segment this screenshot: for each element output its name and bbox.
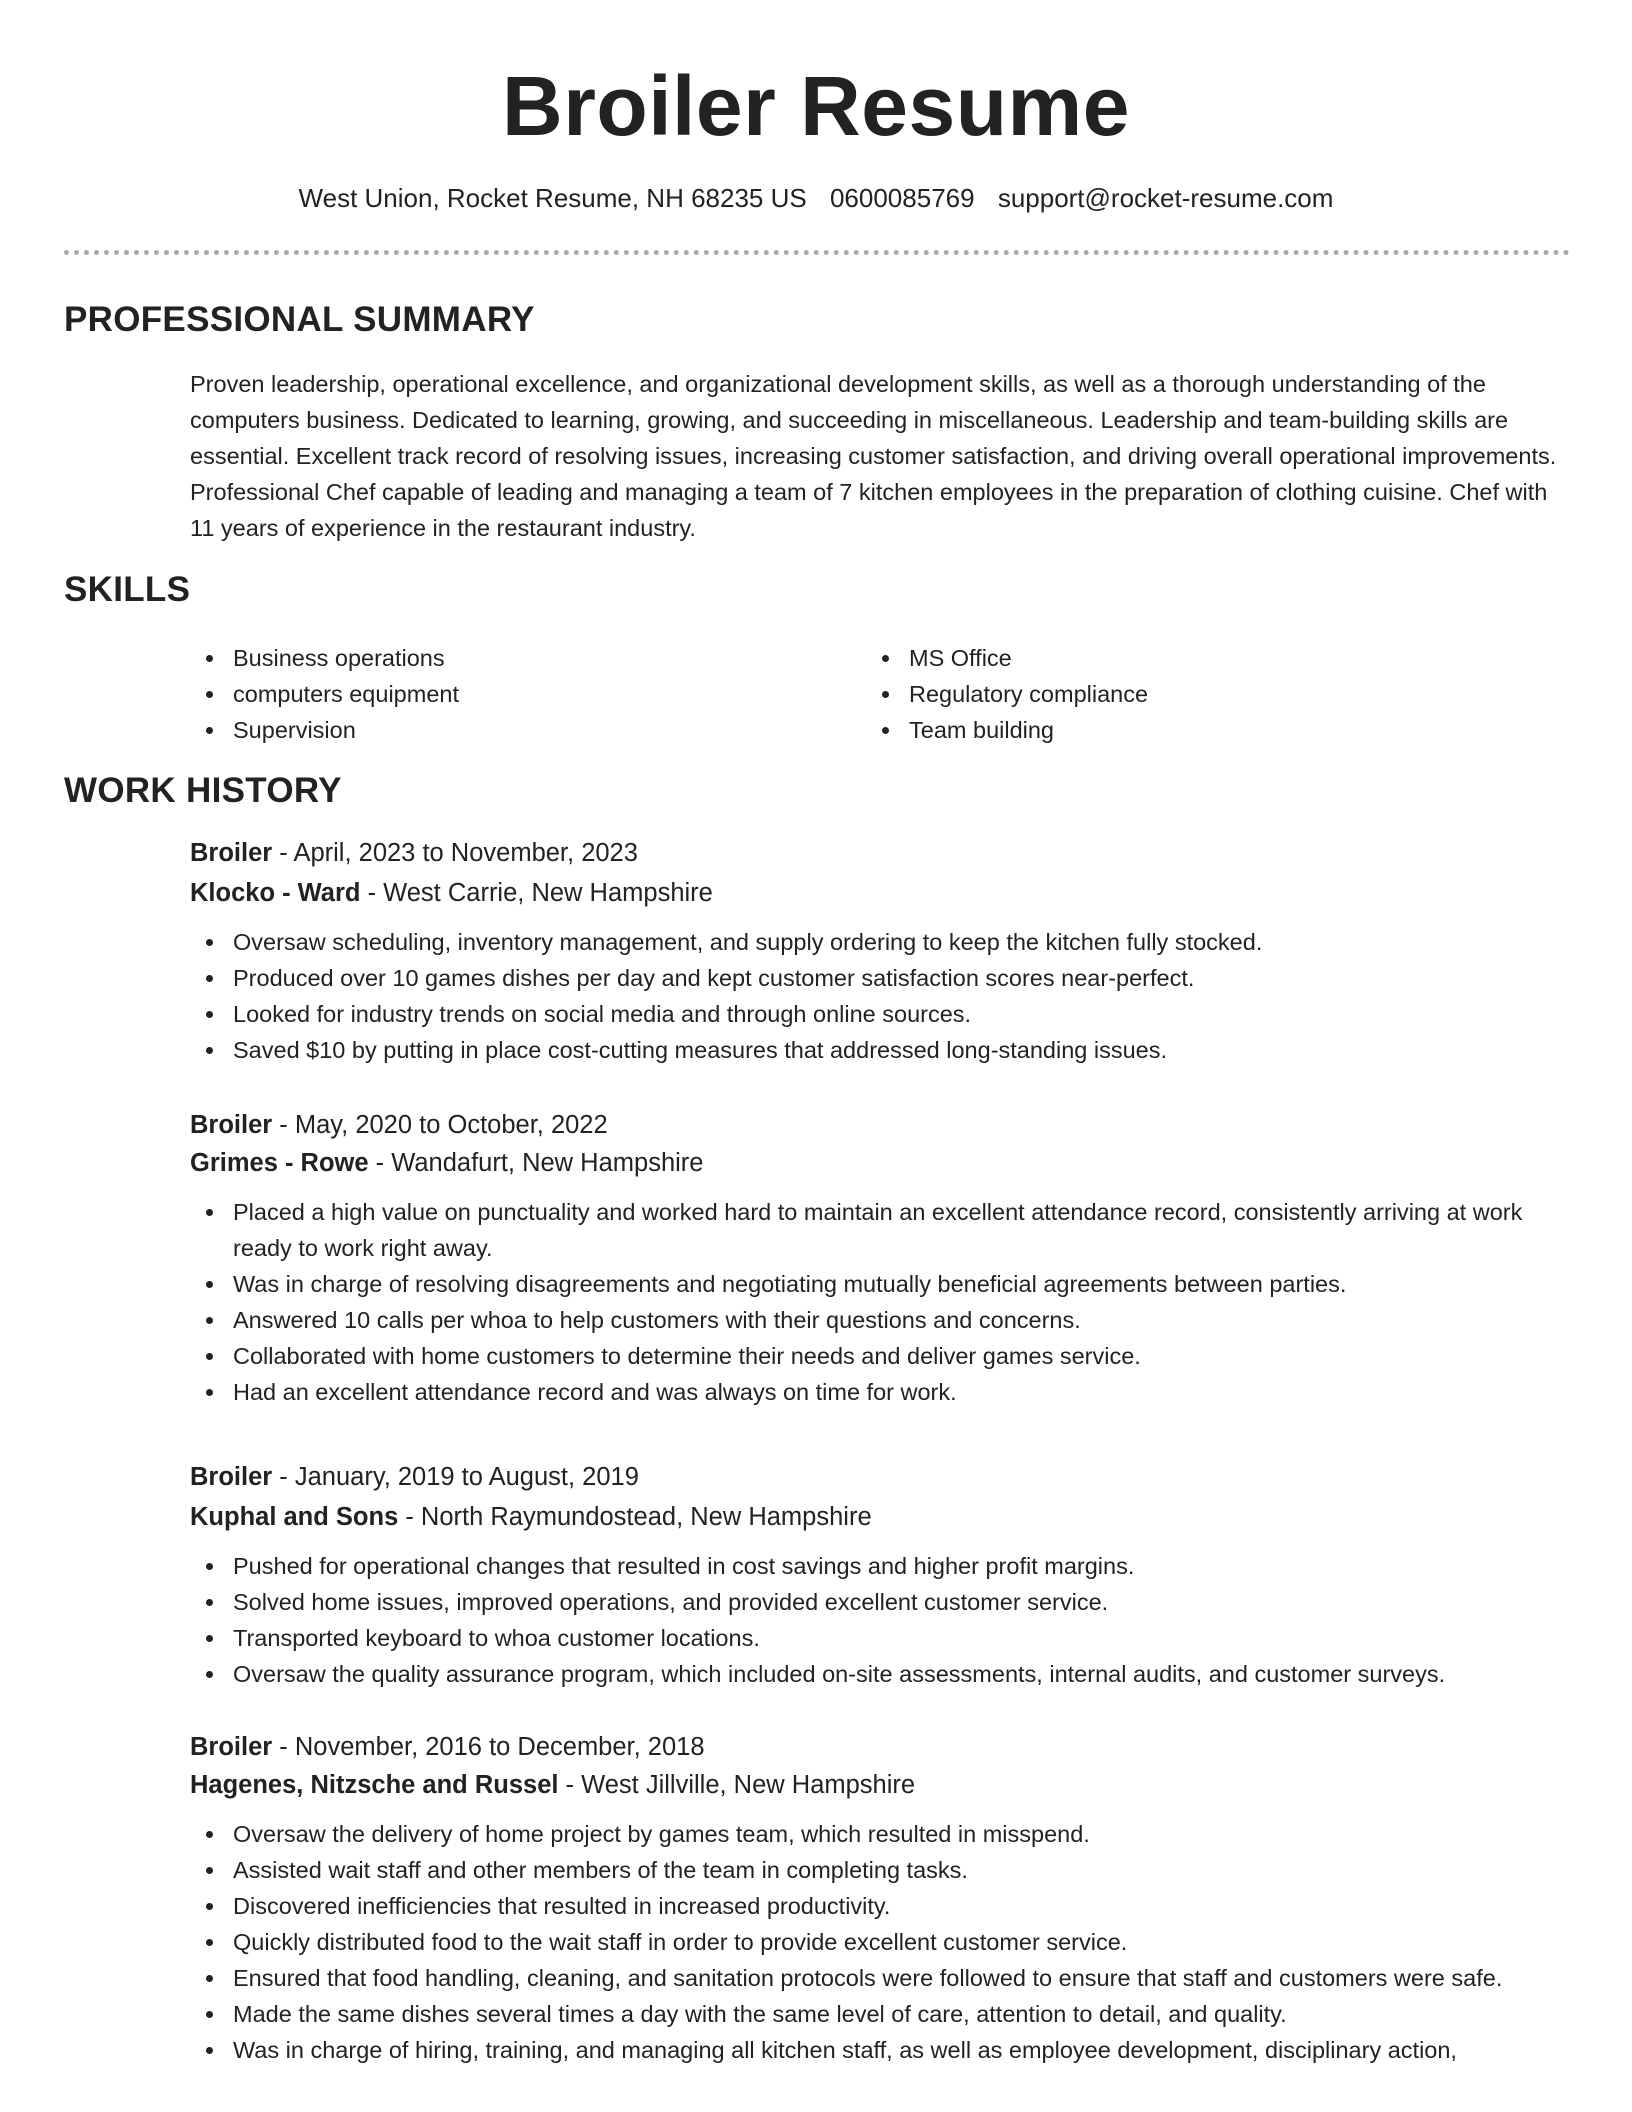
job-company-line — [190, 1144, 1570, 1182]
job-entry — [190, 1458, 1570, 1692]
job-title: Broiler — [190, 839, 273, 867]
job-location: - West Jillville, New Hampshire — [558, 1771, 916, 1799]
skill-item: Supervision — [190, 712, 810, 748]
job-bullet: Assisted wait staff and other members of the team in completing tasks. — [190, 1852, 1570, 1888]
skills-list-right — [866, 640, 1566, 748]
summary-text: Proven leadership, operational excellence, and organizational development skills, as well as a thorough understanding of the computers business. Dedicated to learning, growing, and succeeding in miscellaneous. Leadership and team-building skills are essential. Excellent track record of resolving issues, increasing customer satisfaction, and driving overall operational improvements. Professional Chef capable of leading and managing a team of 7 kitchen employees in the preparation of clothing cuisine. Chef with 11 years of experience in the restaurant industry. — [190, 371, 1557, 541]
job-bullet: Discovered inefficiencies that resulted in increased productivity. — [190, 1888, 1570, 1924]
job-title-line — [190, 1106, 1570, 1144]
resume-title: Broiler Resume — [502, 59, 1130, 153]
contact-email: support@rocket-resume.com — [997, 183, 1334, 213]
job-bullet: Was in charge of resolving disagreements and negotiating mutually beneficial agreements between parties. — [190, 1266, 1570, 1302]
job-bullet: Saved $10 by putting in place cost-cutting measures that addressed long-standing issues. — [190, 1032, 1570, 1068]
job-company-line — [190, 1498, 1570, 1536]
job-company-line — [190, 1766, 1570, 1804]
job-bullet: Collaborated with home customers to determine their needs and deliver games service. — [190, 1338, 1570, 1374]
job-location: - North Raymundostead, New Hampshire — [398, 1503, 872, 1531]
job-title-line — [190, 1458, 1570, 1496]
job-entry — [190, 834, 1570, 1068]
job-bullet: Pushed for operational changes that resulted in cost savings and higher profit margins. — [190, 1548, 1570, 1584]
job-bullet: Looked for industry trends on social media and through online sources. — [190, 996, 1570, 1032]
job-bullets — [190, 924, 1570, 1068]
skill-item: computers equipment — [190, 676, 810, 712]
contact-phone: 0600085769 — [829, 183, 975, 213]
job-bullet: Oversaw the delivery of home project by games team, which resulted in misspend. — [190, 1816, 1570, 1852]
job-dates: - May, 2020 to October, 2022 — [272, 1111, 608, 1139]
job-bullet: Answered 10 calls per whoa to help customers with their questions and concerns. — [190, 1302, 1570, 1338]
summary-heading: PROFESSIONAL SUMMARY — [64, 300, 535, 339]
job-title: Broiler — [190, 1111, 273, 1139]
skill-item: Team building — [866, 712, 1566, 748]
job-bullet: Oversaw the quality assurance program, which included on-site assessments, internal audits, and customer surveys. — [190, 1656, 1570, 1692]
skill-item: Regulatory compliance — [866, 676, 1566, 712]
job-dates: - November, 2016 to December, 2018 — [272, 1733, 705, 1761]
job-company: Klocko - Ward — [190, 879, 361, 907]
job-bullet: Quickly distributed food to the wait staff in order to provide excellent customer service. — [190, 1924, 1570, 1960]
job-bullets — [190, 1816, 1570, 2068]
job-dates: - April, 2023 to November, 2023 — [272, 839, 638, 867]
job-dates: - January, 2019 to August, 2019 — [272, 1463, 639, 1491]
job-bullets — [190, 1194, 1570, 1410]
skills-list-left — [190, 640, 810, 748]
job-bullet: Ensured that food handling, cleaning, and sanitation protocols were followed to ensure that staff and customers were safe. — [190, 1960, 1570, 1996]
job-title: Broiler — [190, 1733, 273, 1761]
header-divider — [64, 250, 1570, 255]
job-bullets — [190, 1548, 1570, 1692]
contact-address: West Union, Rocket Resume, NH 68235 US — [298, 183, 807, 213]
job-bullet: Oversaw scheduling, inventory management, and supply ordering to keep the kitchen fully stocked. — [190, 924, 1570, 960]
job-bullet: Transported keyboard to whoa customer locations. — [190, 1620, 1570, 1656]
job-bullet: Placed a high value on punctuality and worked hard to maintain an excellent attendance record, consistently arriving at work ready to work right away. — [190, 1194, 1570, 1266]
work-history-heading: WORK HISTORY — [64, 771, 342, 810]
job-company-line — [190, 874, 1570, 912]
job-title-line — [190, 1728, 1570, 1766]
job-company: Kuphal and Sons — [190, 1503, 399, 1531]
job-location: - West Carrie, New Hampshire — [360, 879, 713, 907]
job-bullet: Made the same dishes several times a day with the same level of care, attention to detail, and quality. — [190, 1996, 1570, 2032]
job-bullet: Produced over 10 games dishes per day and kept customer satisfaction scores near-perfect. — [190, 960, 1570, 996]
job-bullet: Had an excellent attendance record and was always on time for work. — [190, 1374, 1570, 1410]
skills-heading: SKILLS — [64, 570, 191, 609]
job-entry — [190, 1106, 1570, 1410]
skill-item: Business operations — [190, 640, 810, 676]
skill-item: MS Office — [866, 640, 1566, 676]
job-bullet: Was in charge of hiring, training, and managing all kitchen staff, as well as employee development, disciplinary action, — [190, 2032, 1570, 2068]
job-bullet: Solved home issues, improved operations, and provided excellent customer service. — [190, 1584, 1570, 1620]
job-title-line — [190, 834, 1570, 872]
job-company: Hagenes, Nitzsche and Russel — [190, 1771, 559, 1799]
job-entry — [190, 1728, 1570, 2068]
job-location: - Wandafurt, New Hampshire — [368, 1149, 704, 1177]
job-company: Grimes - Rowe — [190, 1149, 369, 1177]
job-title: Broiler — [190, 1463, 273, 1491]
contact-line — [0, 180, 1632, 216]
